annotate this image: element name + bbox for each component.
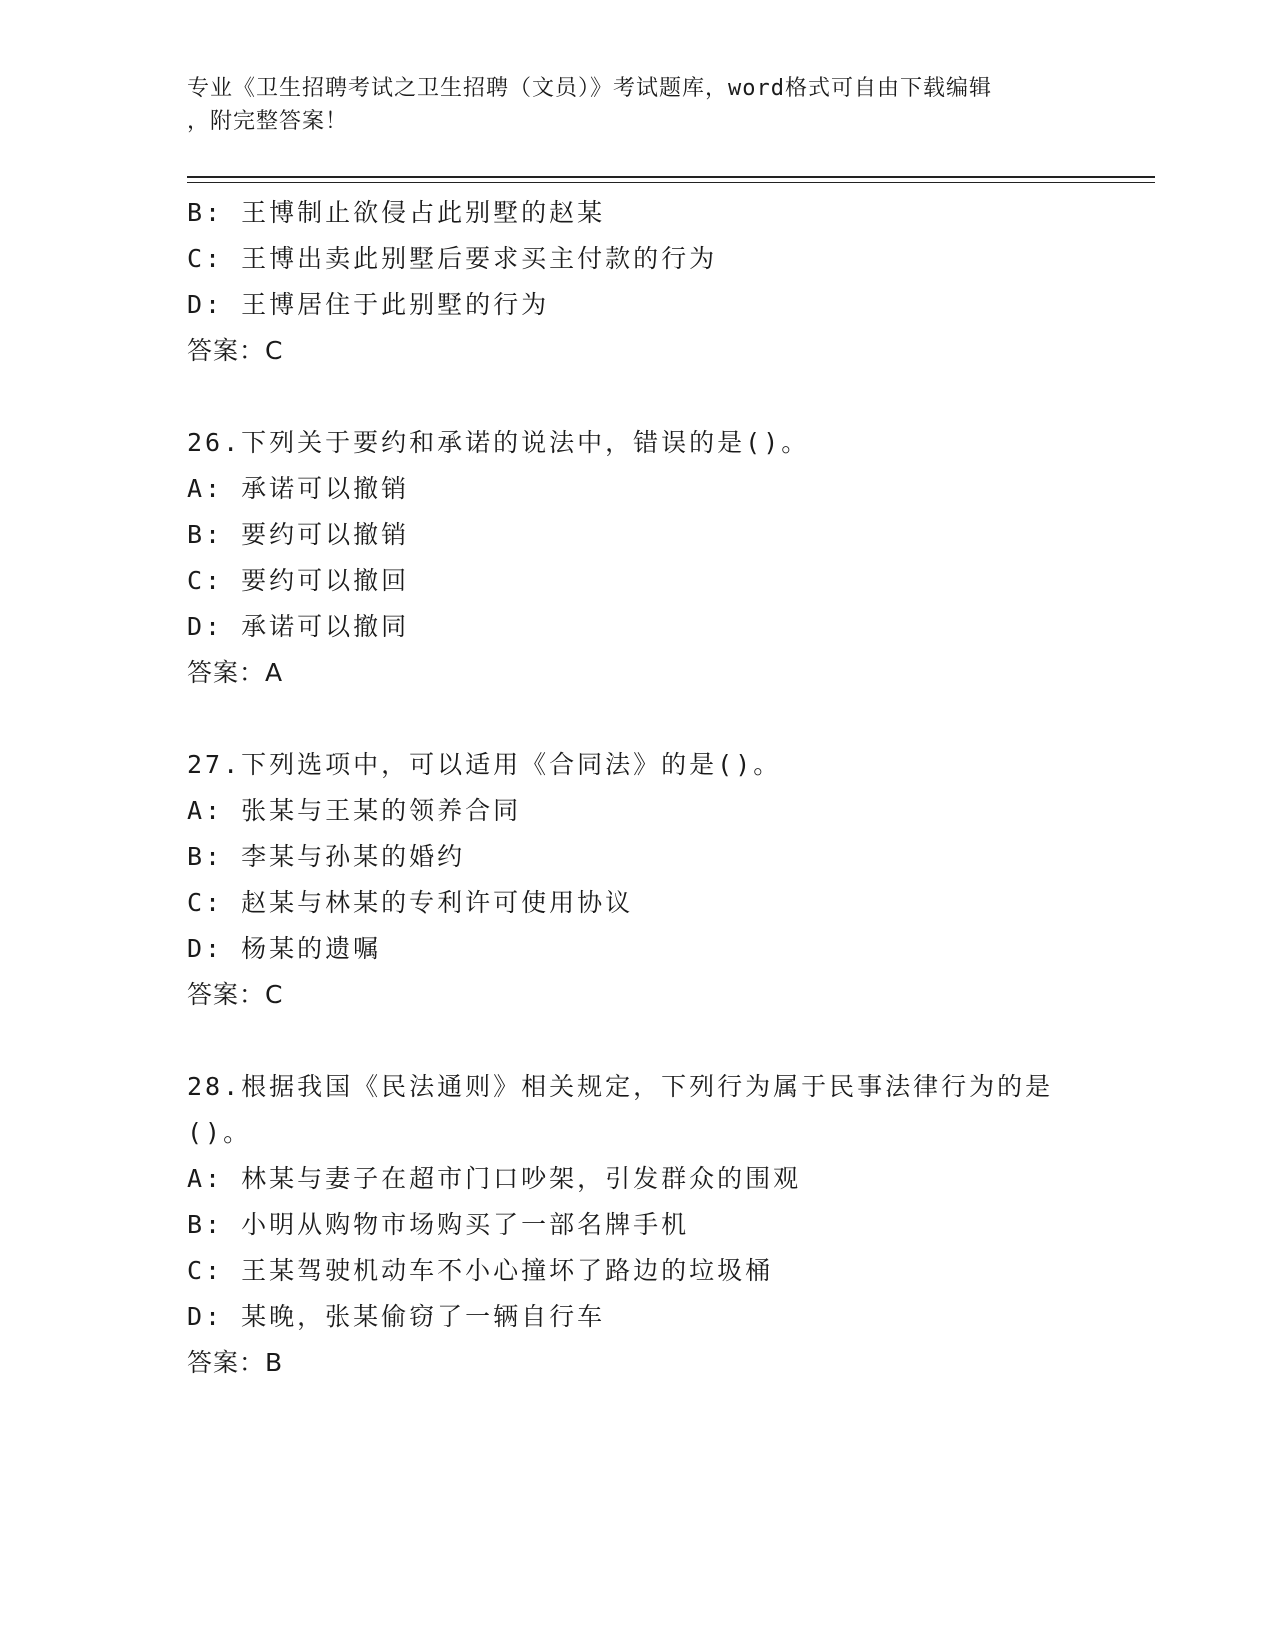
- option-letter: A:: [187, 1164, 224, 1193]
- option-text: 王某驾驶机动车不小心撞坏了路边的垃圾桶: [241, 1256, 774, 1285]
- option-a: [187, 788, 1087, 834]
- option-c: [187, 558, 1087, 604]
- option-d: [187, 604, 1087, 650]
- option-b: [187, 834, 1087, 880]
- question-stem-line-1: 28.根据我国《民法通则》相关规定，下列行为属于民事法律行为的是: [187, 1072, 1054, 1101]
- option-a: [187, 466, 1087, 512]
- question-26: [187, 420, 1087, 696]
- option-text: 林某与妻子在超市门口吵架，引发群众的围观: [241, 1164, 802, 1193]
- header-line-1: 专业《卫生招聘考试之卫生招聘（文员）》考试题库，word格式可自由下载编辑: [187, 76, 992, 101]
- option-text: 赵某与林某的专利许可使用协议: [241, 888, 634, 917]
- option-text: 王博出卖此别墅后要求买主付款的行为: [241, 244, 718, 273]
- option-letter: D:: [187, 934, 224, 963]
- option-d: [187, 1294, 1087, 1340]
- question-25-continuation: [187, 190, 1087, 374]
- answer-line: 答案：B: [187, 1348, 284, 1377]
- option-text: 承诺可以撤销: [241, 474, 410, 503]
- question-stem: 26.下列关于要约和承诺的说法中，错误的是()。: [187, 428, 810, 457]
- question-28: [187, 1064, 1087, 1386]
- question-stem-line-2: ()。: [187, 1118, 252, 1147]
- option-letter: D:: [187, 1302, 224, 1331]
- header-line-2: ，附完整答案！: [187, 109, 349, 134]
- answer-line: 答案：C: [187, 336, 284, 365]
- option-b: [187, 190, 1087, 236]
- answer-line: 答案：C: [187, 980, 284, 1009]
- option-letter: B:: [187, 520, 224, 549]
- option-c: [187, 236, 1087, 282]
- option-letter: C:: [187, 244, 224, 273]
- option-b: [187, 512, 1087, 558]
- option-text: 杨某的遗嘱: [241, 934, 382, 963]
- option-text: 承诺可以撤同: [241, 612, 410, 641]
- option-letter: D:: [187, 612, 224, 641]
- option-letter: C:: [187, 1256, 224, 1285]
- option-letter: A:: [187, 474, 224, 503]
- option-a: [187, 1156, 1087, 1202]
- option-text: 张某与王某的领养合同: [241, 796, 522, 825]
- option-letter: A:: [187, 796, 224, 825]
- question-27: [187, 742, 1087, 1018]
- option-text: 王博制止欲侵占此别墅的赵某: [241, 198, 606, 227]
- question-content: [187, 190, 1087, 1432]
- option-text: 要约可以撤回: [241, 566, 410, 595]
- option-letter: B:: [187, 198, 224, 227]
- option-text: 李某与孙某的婚约: [241, 842, 466, 871]
- option-letter: D:: [187, 290, 224, 319]
- option-d: [187, 282, 1087, 328]
- question-stem: 27.下列选项中，可以适用《合同法》的是()。: [187, 750, 782, 779]
- option-c: [187, 1248, 1087, 1294]
- option-text: 王博居住于此别墅的行为: [241, 290, 550, 319]
- option-text: 某晚，张某偷窃了一辆自行车: [241, 1302, 606, 1331]
- option-c: [187, 880, 1087, 926]
- option-text: 要约可以撤销: [241, 520, 410, 549]
- option-b: [187, 1202, 1087, 1248]
- option-letter: C:: [187, 566, 224, 595]
- option-d: [187, 926, 1087, 972]
- option-text: 小明从购物市场购买了一部名牌手机: [241, 1210, 690, 1239]
- option-letter: C:: [187, 888, 224, 917]
- document-header: [187, 72, 1087, 138]
- answer-line: 答案：A: [187, 658, 284, 687]
- header-divider-thin: [187, 182, 1155, 183]
- header-divider-thick: [187, 176, 1155, 178]
- option-letter: B:: [187, 842, 224, 871]
- option-letter: B:: [187, 1210, 224, 1239]
